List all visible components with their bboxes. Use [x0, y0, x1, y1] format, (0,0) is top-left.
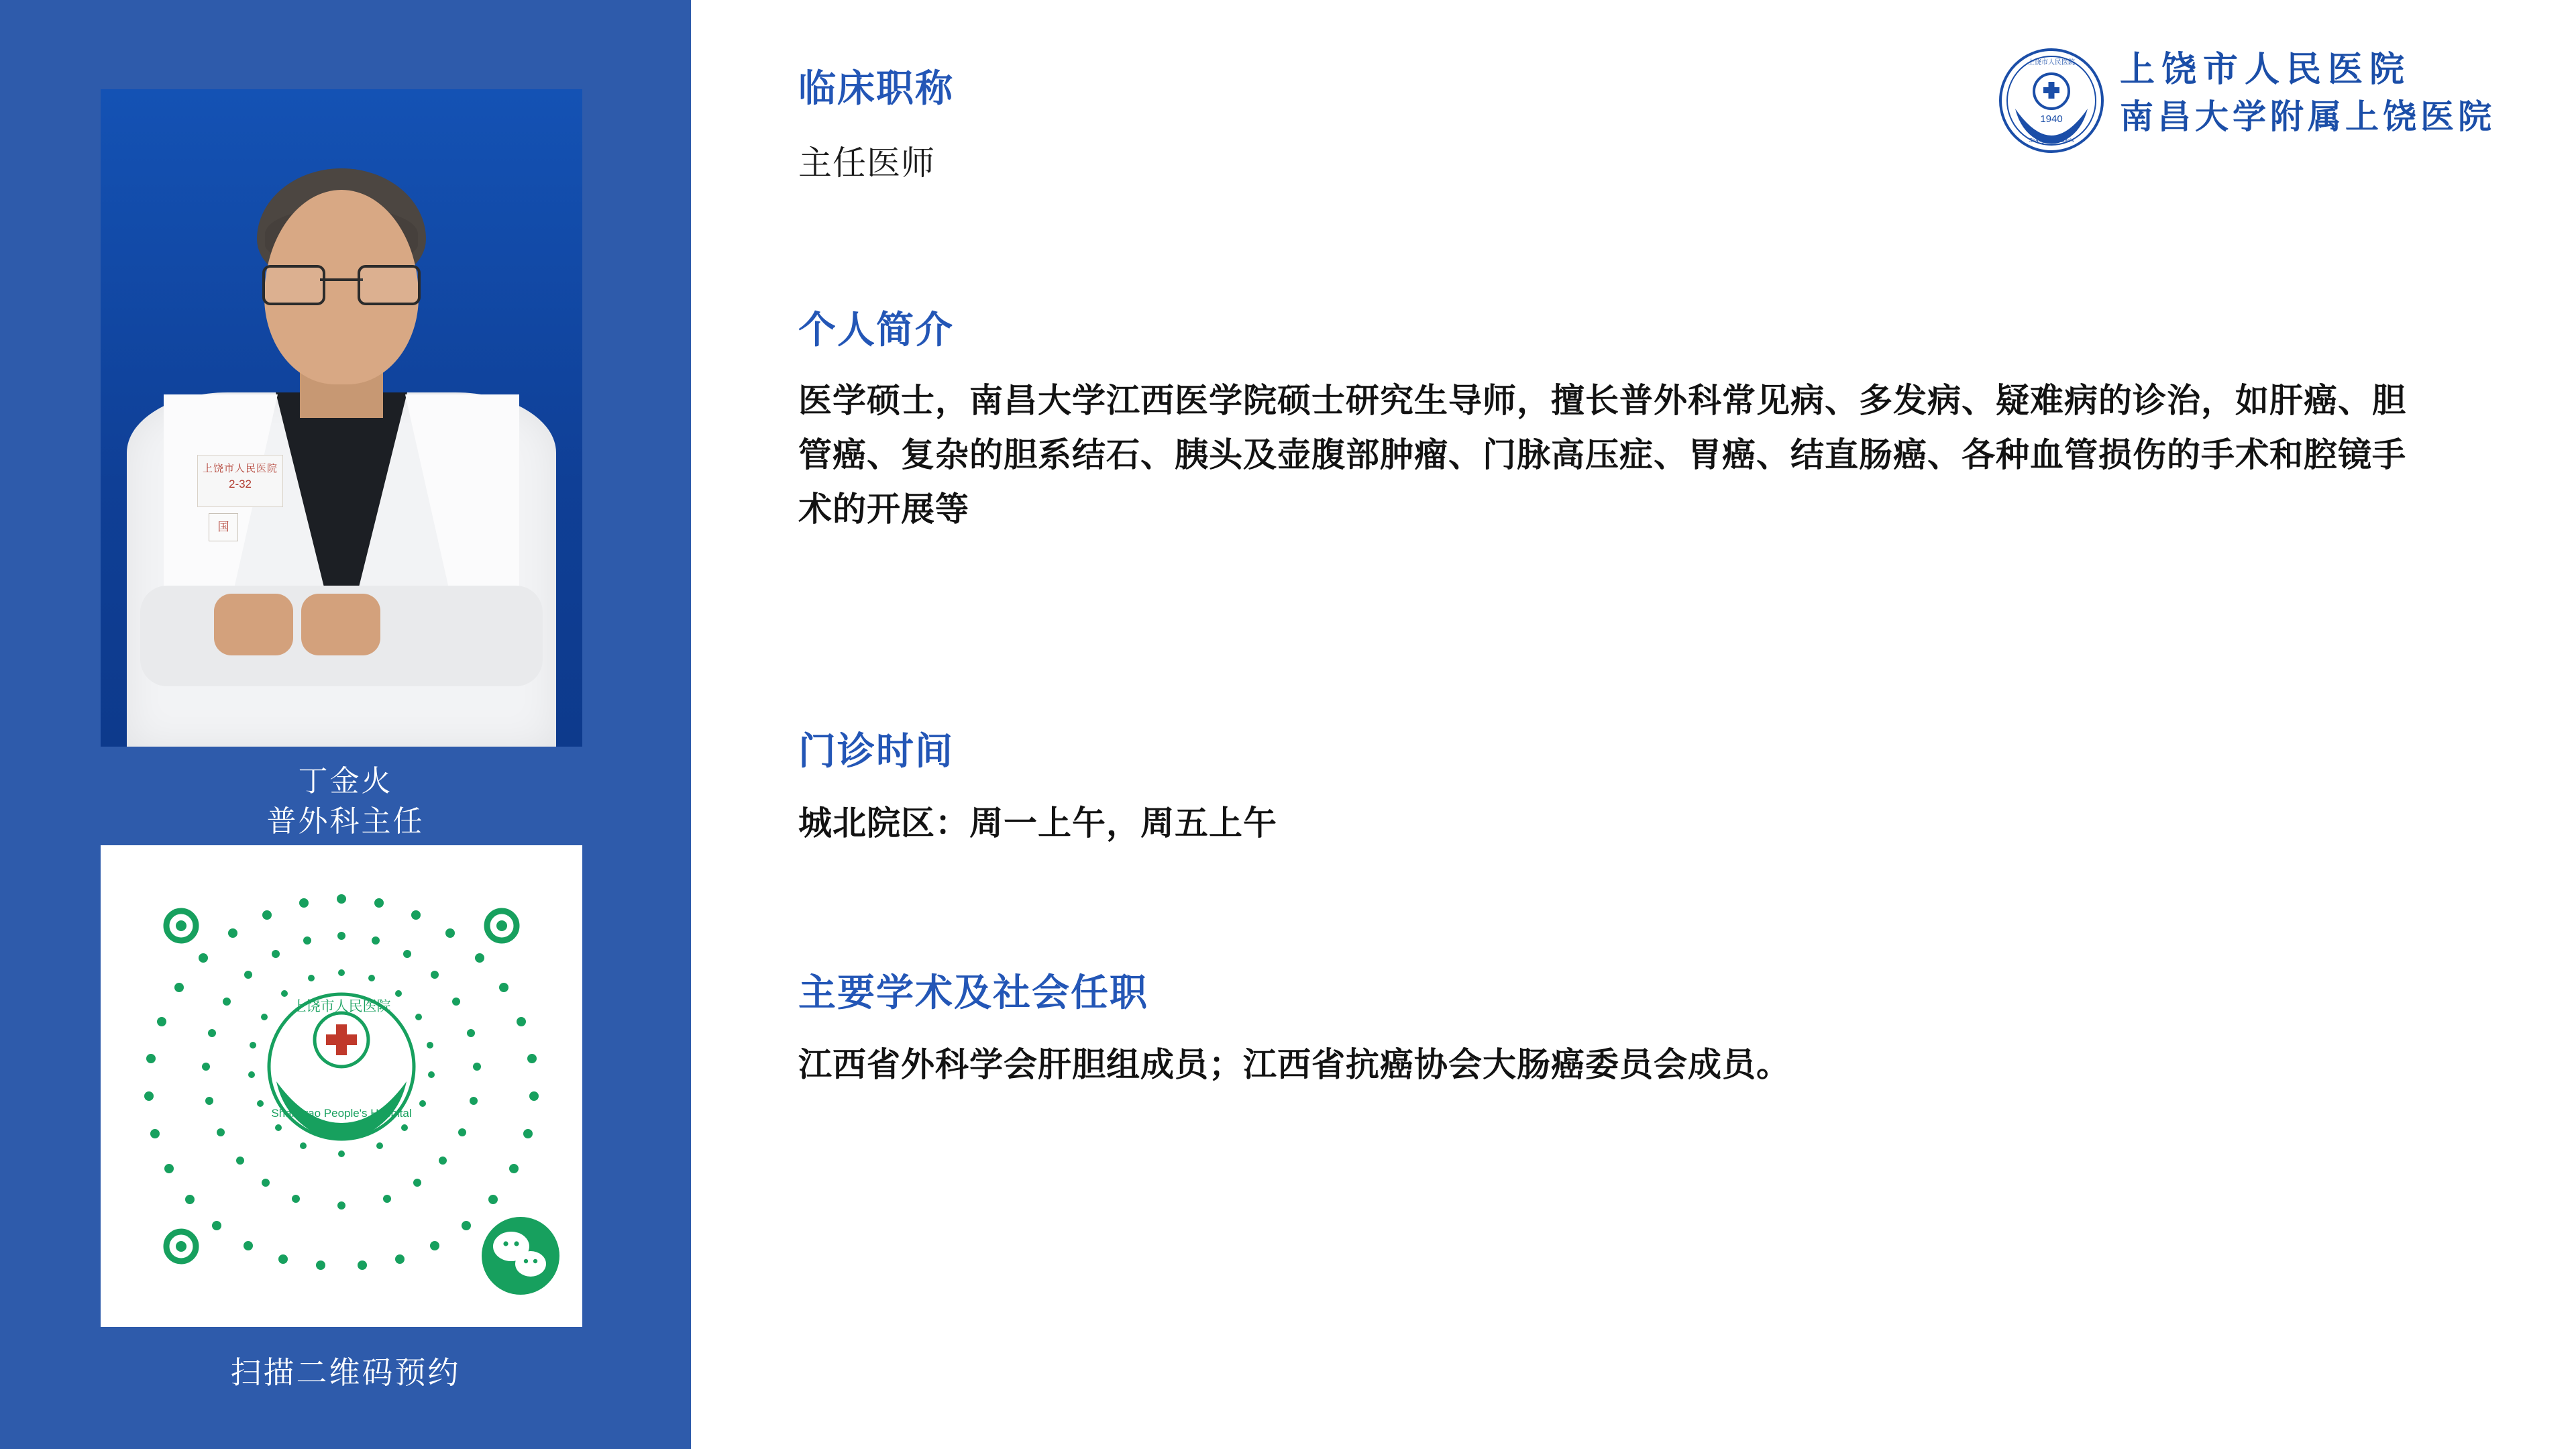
section-academic-positions [798, 971, 2475, 1092]
doctor-portrait-photo [101, 89, 582, 747]
portrait-id-badge [197, 455, 283, 507]
appointment-qr-code[interactable] [101, 845, 582, 1327]
glasses-lens-left [262, 265, 325, 305]
hospital-name-line2: 南昌大学附属上饶医院 [2120, 98, 2496, 136]
svg-text:Shangrao People's Hospital: Shangrao People's Hospital [271, 1107, 412, 1120]
section-body: 江西省外科学会肝胆组成员；江西省抗癌协会大肠癌委员会成员。 [798, 1046, 1790, 1084]
glasses-bridge [320, 278, 363, 281]
portrait-hand-right [214, 594, 293, 655]
left-profile-panel [0, 0, 691, 1449]
portrait-badge-square: 国 [209, 513, 238, 541]
left-panel-inner [0, 0, 691, 1449]
qr-caption: 扫描二维码预约 [230, 1356, 461, 1390]
section-heading: 门诊时间 [798, 731, 954, 773]
emblem-year: 1940 [2040, 113, 2063, 125]
section-clinic-hours [798, 730, 2475, 851]
profile-content [798, 0, 2516, 1449]
section-body: 医学硕士，南昌大学江西医学院硕士研究生导师，擅长普外科常见病、多发病、疑难病的诊治，如肝癌、胆管癌、复杂的胆系结石、胰头及壶腹部肿瘤、门脉高压症、胃癌、结直肠癌、各种血管损伤的手术和腔镜手术的开展等 [798, 382, 2406, 529]
hospital-name-line1: 上饶市人民医院 [2120, 51, 2412, 89]
badge-number: 2-32 [228, 478, 252, 490]
glasses-lens-right [358, 265, 421, 305]
svg-text:Shangrao People's: Shangrao People's [2029, 138, 2074, 144]
panel-divider [691, 0, 695, 1449]
svg-text:上饶市人民医院: 上饶市人民医院 [292, 998, 391, 1014]
doctor-position: 普外科主任 [266, 805, 425, 838]
section-body: 主任医师 [798, 144, 935, 182]
section-body: 城北院区：周一上午，周五上午 [798, 804, 1277, 843]
section-biography [798, 309, 2475, 537]
doctor-name: 丁金火 [298, 765, 393, 798]
portrait-hand-left [301, 594, 380, 655]
section-heading: 主要学术及社会任职 [798, 973, 1148, 1014]
section-heading: 个人简介 [798, 310, 954, 352]
section-clinical-title [798, 67, 2475, 191]
section-heading: 临床职称 [798, 68, 954, 110]
qr-code-icon [101, 845, 582, 1327]
badge-hospital-name: 上饶市人民医院 [202, 463, 278, 474]
svg-text:上饶市人民医院: 上饶市人民医院 [2028, 59, 2075, 66]
glasses-icon [262, 265, 421, 303]
